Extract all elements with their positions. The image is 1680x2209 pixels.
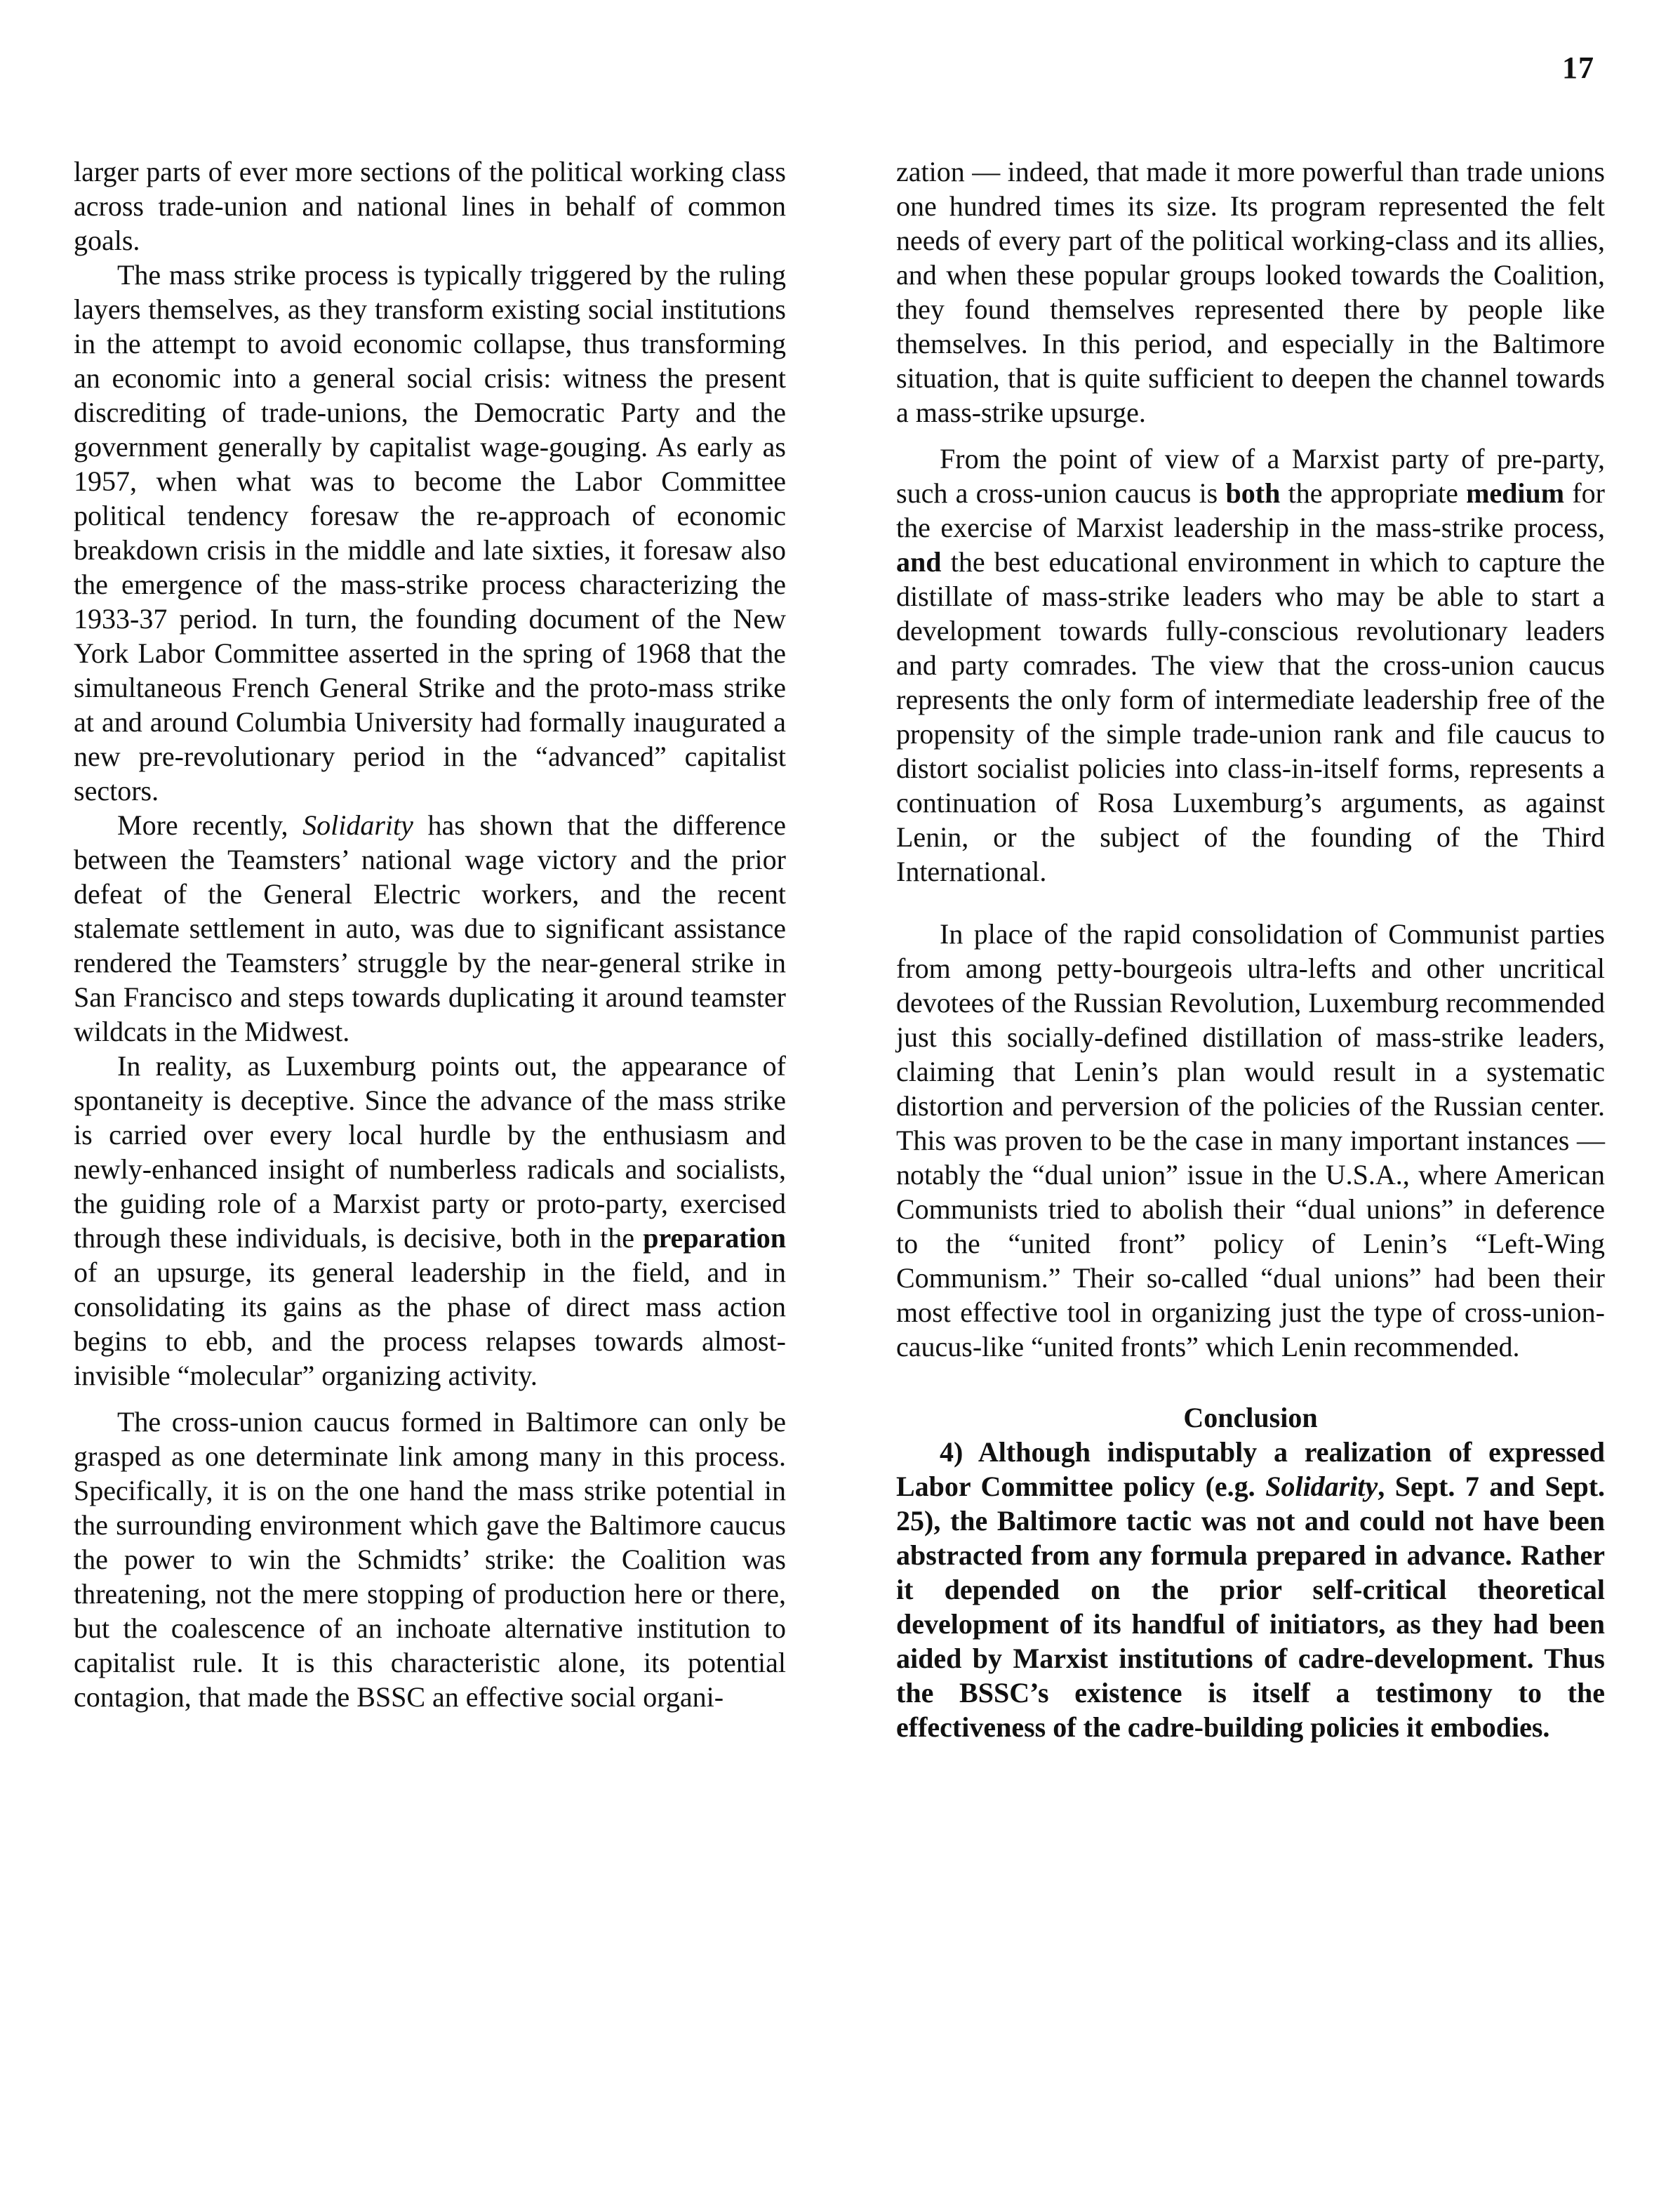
text-run: 4) Although indisputably a realization of expressed Labor Committee policy (e.g.	[896, 1436, 1605, 1502]
emphasis-bold: medium	[1466, 477, 1565, 509]
text-run: the best educational environment in which to capture the distillate of mass-strike leaders who may be able to start a development towards fully-conscious revolutionary leaders and party comrades. The view that the cross-union caucus represents the only form of intermediate leadership free of the propensity of the simple trade-union rank and file caucus to distort socialist policies into class-in-itself forms, represents a continuation of Rosa Luxemburg’s arguments, as against Lenin, or the subject of the founding of the Third International.	[896, 546, 1605, 887]
page-number: 17	[1562, 51, 1594, 85]
paragraph	[74, 1405, 786, 1714]
right-column	[896, 154, 1605, 1744]
text-run: In place of the rapid consolidation of Communist parties from among petty-bourgeois ultra-lefts and other uncritical devotees of the Russian Revolution, Luxemburg recommended just this socially-defined distillation of mass-strike leaders, claiming that Lenin’s plan would result in a systematic distortion and perversion of the policies of the Russian center. This was proven to be the case in many important instances — notably the “dual union” issue in the U.S.A., where American Communists tried to abolish their “dual unions” in deference to the “united front” policy of Lenin’s “Left-Wing Communism.” Their so-called “dual unions” had been their most effective tool in organizing just the type of cross-union-caucus-like “united fronts” which Lenin recommended.	[896, 918, 1605, 1362]
emphasis-italic: Solidarity	[1265, 1471, 1378, 1502]
paragraph	[74, 154, 786, 258]
conclusion-paragraph	[896, 1435, 1605, 1744]
text-run: From the point of view of a Marxist party of pre-party, such a cross-union caucus is	[896, 443, 1605, 509]
text-run: More recently,	[117, 809, 303, 841]
emphasis-bold: preparation	[643, 1222, 786, 1254]
text-run: The cross-union caucus formed in Baltimore can only be grasped as one determinate link among many in this process. Specifically, it is on the one hand the mass strike potential in the surrounding environment which gave the Baltimore caucus the power to win the Schmidts’ strike: the Coalition was threatening, not the mere stopping of production here or there, but the coalescence of an inchoate alternative institution to capitalist rule. It is this characteristic alone, its potential contagion, that made the BSSC an effective social organi-	[74, 1406, 786, 1713]
paragraph	[74, 1049, 786, 1393]
paragraph	[896, 442, 1605, 889]
text-run: In reality, as Luxemburg points out, the appearance of spontaneity is deceptive. Since the advance of the mass strike is carried over every local hurdle by the enthusiasm and newly-enhanced insight of numberless radicals and socialists, the guiding role of a Marxist party or proto-party, exercised through these individuals, is decisive, both in the	[74, 1050, 786, 1254]
text-run: for the exercise of Marxist leadership in the mass-strike process,	[896, 477, 1606, 543]
text-run: The mass strike process is typically triggered by the ruling layers themselves, as they transform existing social institutions in the attempt to avoid economic collapse, thus transforming an economic into a general social crisis: witness the present discrediting of trade-unions, the Democratic Party and the government generally by capitalist wage-gouging. As early as 1957, when what was to become the Labor Committee political tendency foresaw the re-approach of economic breakdown crisis in the middle and late sixties, it foresaw also the emergence of the mass-strike process characterizing the 1933-37 period. In turn, the founding document of the New York Labor Committee asserted in the spring of 1968 that the simultaneous French General Strike and the proto-mass strike at and around Columbia University had formally inaugurated a new pre-revolutionary period in the “advanced” capitalist sectors.	[74, 259, 786, 807]
text-run: has shown that the difference between the Teamsters’ national wage victory and the prior defeat of the General Electric workers, and the recent stalemate settlement in auto, was due to significant assistance rendered the Teamsters’ struggle by the near-general strike in San Francisco and steps towards duplicating it around teamster wildcats in the Midwest.	[74, 809, 786, 1047]
text-run: the appropriate	[1280, 477, 1467, 509]
text-run: zation — indeed, that made it more powerful than trade unions one hundred times its size. Its program represented the felt needs of every part of the political working-class and its allies, and when these popular groups looked towards the Coalition, they found themselves represented there by people like themselves. In this period, and especially in the Baltimore situation, that is quite sufficient to deepen the channel towards a mass-strike upsurge.	[896, 156, 1605, 428]
paragraph	[896, 154, 1605, 430]
paragraph	[896, 917, 1605, 1364]
text-run: larger parts of ever more sections of the political working class across trade-union and national lines in behalf of common goals.	[74, 156, 786, 256]
paragraph	[74, 258, 786, 808]
text-run: of an upsurge, its general leadership in the field, and in consolidating its gains as the phase of direct mass action begins to ebb, and the process relapses towards almost-invisible “molecular” organizing activity.	[74, 1256, 786, 1391]
emphasis-bold: both	[1225, 477, 1281, 509]
emphasis-bold: and	[896, 546, 942, 578]
emphasis-italic: Solidarity	[302, 809, 413, 841]
section-heading-conclusion: Conclusion	[1183, 1402, 1318, 1433]
text-run: , Sept. 7 and Sept. 25), the Baltimore tactic was not and could not have been abstracted from any formula prepared in advance. Rather it depended on the prior self-critical theoretical development of its handful of initiators, as they had been aided by Marxist institutions of cadre-development. Thus the BSSC’s existence is itself a testimony to the effectiveness of the cadre-building policies it embodies.	[896, 1471, 1606, 1743]
paragraph	[74, 808, 786, 1049]
left-column	[74, 154, 786, 1714]
